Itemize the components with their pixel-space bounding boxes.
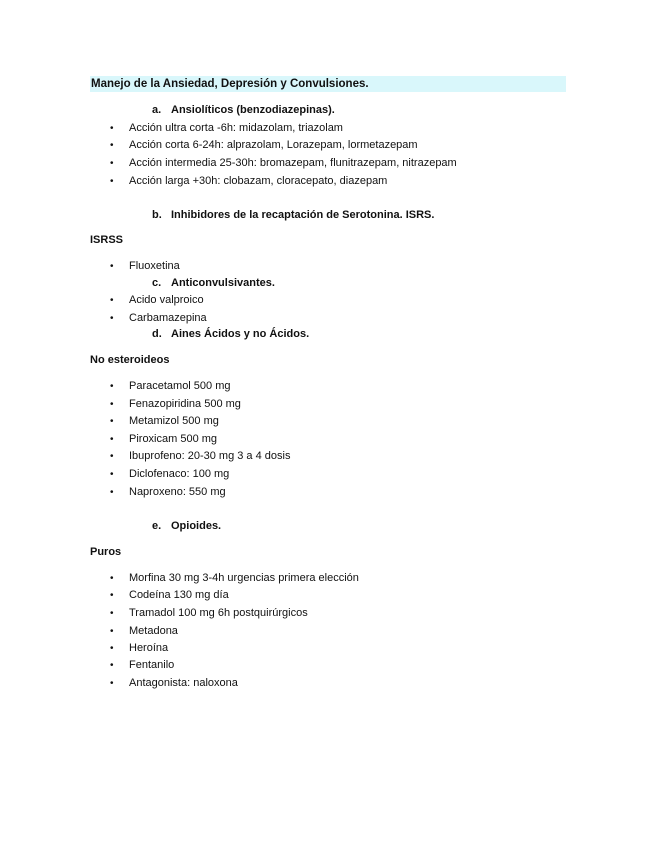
list-item: • Fluoxetina: [110, 260, 180, 272]
section-e-title: Opioides.: [171, 520, 222, 532]
section-d-letter: d.: [152, 328, 162, 340]
list-item: • Acción corta 6-24h: alprazolam, Lorazepam, lormetazepam: [110, 139, 418, 151]
list-item: • Diclofenaco: 100 mg: [110, 468, 230, 480]
section-d-subheading: No esteroideos: [90, 354, 170, 366]
list-item: • Acido valproico: [110, 294, 204, 306]
section-e-subheading: Puros: [90, 546, 122, 558]
list-item: • Fentanilo: [110, 659, 175, 671]
list-item: • Naproxeno: 550 mg: [110, 486, 226, 498]
section-e-heading: [152, 519, 221, 533]
section-a-title: Ansiolíticos (benzodiazepinas).: [171, 104, 335, 116]
list-item: • Acción ultra corta -6h: midazolam, triazolam: [110, 122, 343, 134]
list-item: • Metadona: [110, 625, 178, 637]
list-item: • Carbamazepina: [110, 312, 207, 324]
list-item: • Ibuprofeno: 20-30 mg 3 a 4 dosis: [110, 450, 291, 462]
section-b-heading: [152, 208, 434, 222]
list-item: • Piroxicam 500 mg: [110, 433, 218, 445]
section-b-subheading: ISRSS: [90, 234, 124, 246]
list-item: • Heroína: [110, 642, 169, 654]
section-c-letter: c.: [152, 277, 162, 289]
list-item: • Tramadol 100 mg 6h postquirúrgicos: [110, 607, 308, 619]
document-title: Manejo de la Ansiedad, Depresión y Convulsiones.: [90, 76, 566, 92]
list-item: • Paracetamol 500 mg: [110, 380, 231, 392]
section-c-heading: [152, 276, 275, 290]
list-item: • Codeína 130 mg día: [110, 589, 229, 601]
section-e-letter: e.: [152, 520, 162, 532]
section-c-title: Anticonvulsivantes.: [171, 277, 275, 289]
list-item: • Morfina 30 mg 3-4h urgencias primera elección: [110, 572, 359, 584]
list-item: • Antagonista: naloxona: [110, 677, 238, 689]
list-item: • Metamizol 500 mg: [110, 415, 219, 427]
section-d-heading: [152, 327, 309, 341]
list-item: • Acción intermedia 25-30h: bromazepam, flunitrazepam, nitrazepam: [110, 157, 457, 169]
list-item: • Fenazopiridina 500 mg: [110, 398, 241, 410]
section-a-heading: [152, 103, 335, 117]
section-a-letter: a.: [152, 104, 162, 116]
list-item: • Acción larga +30h: clobazam, cloracepato, diazepam: [110, 175, 388, 187]
section-b-title: Inhibidores de la recaptación de Serotonina. ISRS.: [171, 209, 435, 221]
section-d-title: Aines Ácidos y no Ácidos.: [171, 328, 310, 340]
section-b-letter: b.: [152, 209, 162, 221]
